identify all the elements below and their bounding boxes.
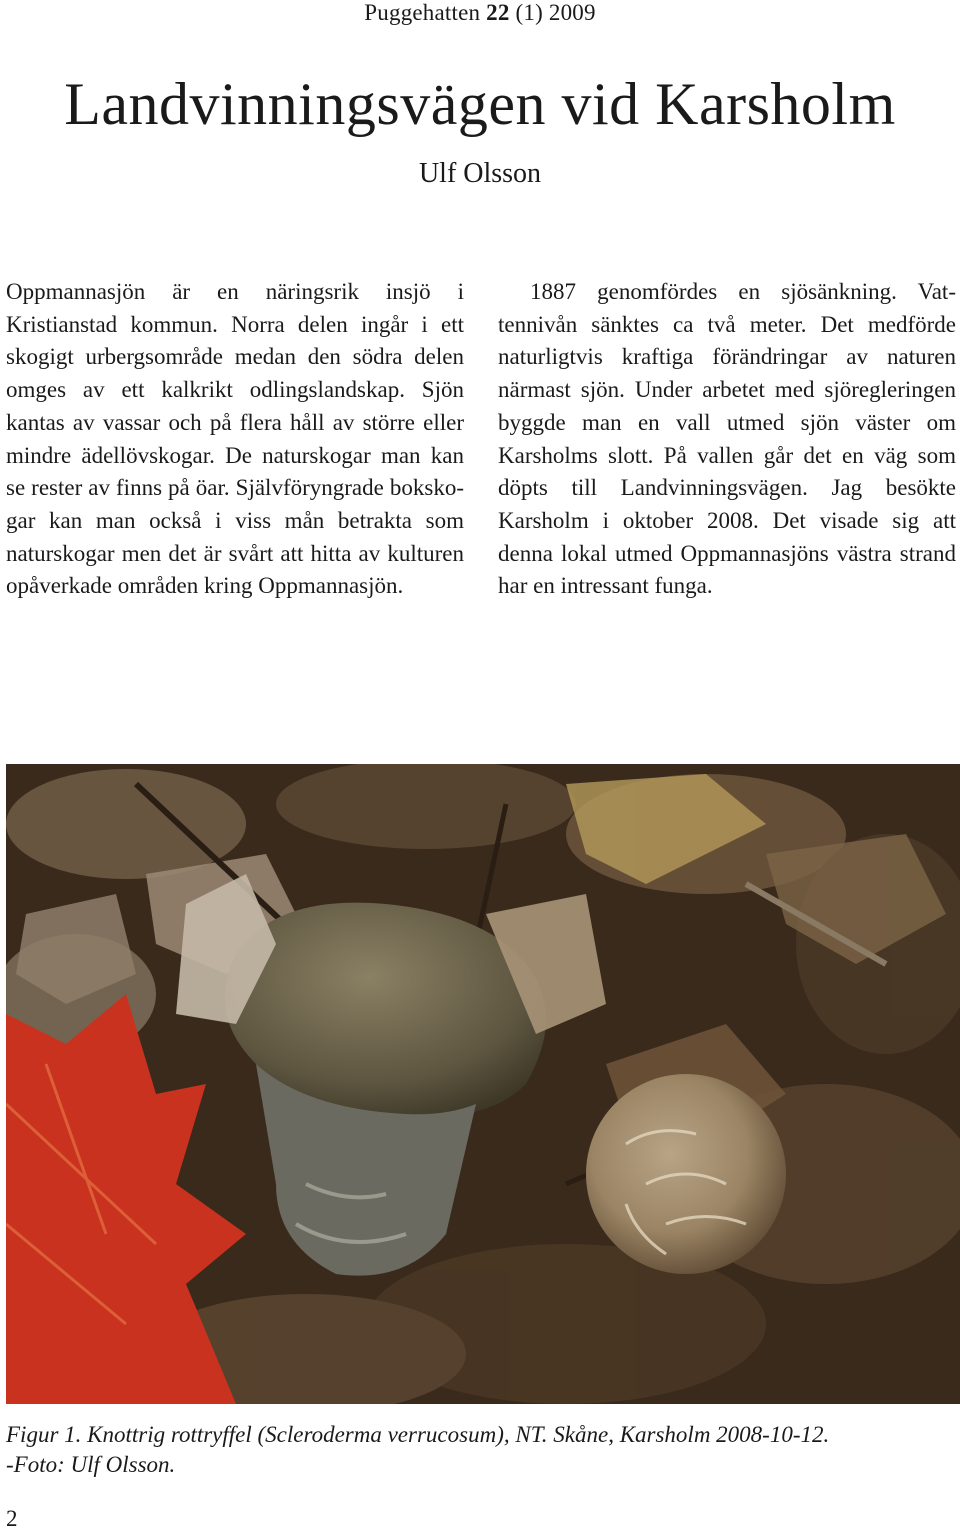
running-head xyxy=(0,0,960,26)
figure-caption-line-1: Figur 1. Knottrig rottryffel (Scleroderma verrucosum), NT. Skåne, Karsholm 2008-10-12. xyxy=(6,1422,830,1447)
body-column-left: Oppmannasjön är en näringsrik insjö i Kristianstad kommun. Norra delen ingår i ett skogigt urbergsområde medan den södra delen omges av ett kalkrikt odlingslandskap. Sjön kantas av vassar och på flera håll av större eller mindre ädellövskogar. De naturskogar man kan se rester av finns på öar. Självföryngrade bokskogar kan man också i viss mån betrakta som naturskogar men det är svårt att hitta av kulturen opåverkade områden kring Oppmannasjön. xyxy=(6,279,464,599)
page-number: 2 xyxy=(6,1506,18,1531)
volume-number: 22 xyxy=(486,0,510,25)
issue-year: (1) 2009 xyxy=(515,0,596,25)
article-title: Landvinningsvägen vid Karsholm xyxy=(64,71,896,137)
body-column-right: 1887 genomfördes en sjösänkning. Vattennivån sänktes ca två meter. Det medförde naturligtvis kraftiga förändringar av naturen närmast sjön. Under arbetet med sjöregleringen byggde man en vall utmed sjön väster om Karsholms slott. På vallen går det en väg som döpts till Landvinningsvägen. Jag besökte Karsholm i oktober 2008. Det visade sig att denna lokal utmed Oppmannasjöns västra strand har en intressant funga. xyxy=(498,279,956,599)
article-author: Ulf Olsson xyxy=(418,158,542,189)
journal-name: Puggehatten xyxy=(364,0,481,25)
figure-caption-line-2: -Foto: Ulf Olsson. xyxy=(6,1452,176,1477)
figure-photo xyxy=(6,764,960,1404)
figure-caption xyxy=(6,1420,956,1480)
